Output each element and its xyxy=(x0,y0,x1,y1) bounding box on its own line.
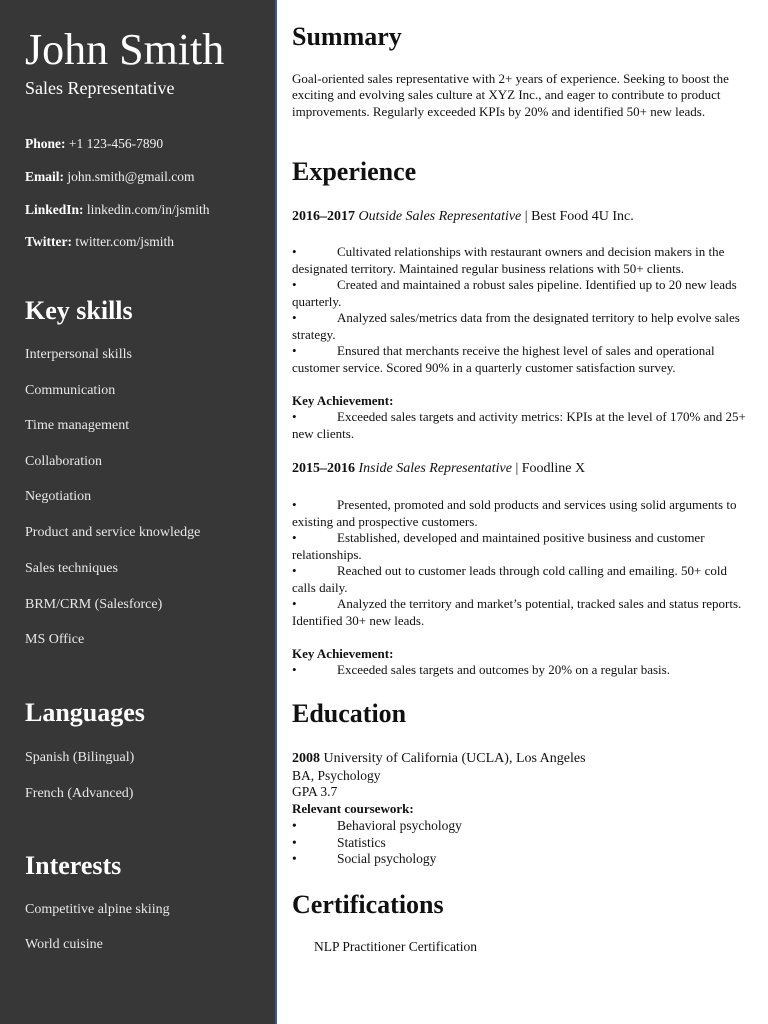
bullet-glyph: • xyxy=(292,662,297,677)
coursework-item: Social psychology xyxy=(337,851,437,866)
list-item xyxy=(292,818,462,835)
education-gpa: GPA 3.7 xyxy=(292,784,338,799)
education-school: University of California (UCLA), Los Angeles xyxy=(320,751,586,766)
education-school-line xyxy=(292,751,586,768)
education-year: 2008 xyxy=(292,751,320,766)
list-item xyxy=(292,310,752,343)
bullet-text: Ensured that merchants receive the highest level of sales and operational customer service. Scored 90% in a quarterly customer satisfaction survey. xyxy=(292,343,715,375)
skill-item: Product and service knowledge xyxy=(25,525,201,540)
skill-item: Time management xyxy=(25,418,130,433)
interest-item: World cuisine xyxy=(25,937,103,952)
skill-item: BRM/CRM (Salesforce) xyxy=(25,597,163,612)
job-years: 2015–2016 xyxy=(292,461,355,476)
bullet-text: Reached out to customer leads through cold calling and emailing. 50+ cold calls daily. xyxy=(292,563,728,595)
job-title: Inside Sales Representative xyxy=(358,461,512,476)
candidate-name: John Smith xyxy=(25,25,225,74)
certification-item: NLP Practitioner Certification xyxy=(314,939,477,954)
skill-item: Collaboration xyxy=(25,454,102,469)
contact-value: twitter.com/jsmith xyxy=(75,234,174,249)
contact-email xyxy=(25,169,195,185)
bullet-glyph: • xyxy=(292,530,297,545)
certifications-heading: Certifications xyxy=(292,890,444,919)
contact-value: linkedin.com/in/jsmith xyxy=(86,202,210,217)
contact-twitter xyxy=(25,234,174,250)
bullet-glyph: • xyxy=(292,310,297,325)
skill-item: Negotiation xyxy=(25,489,92,504)
achievement-label: Key Achievement: xyxy=(292,646,394,661)
achievement-label: Key Achievement: xyxy=(292,393,394,408)
list-item xyxy=(292,409,752,442)
bullet-glyph: • xyxy=(292,596,297,611)
list-item xyxy=(292,497,752,530)
list-item xyxy=(292,596,752,629)
contact-value: john.smith@gmail.com xyxy=(67,169,195,184)
bullet-text: Cultivated relationships with restaurant owners and decision makers in the designated territory. Maintained regular business relations with 50+ clients. xyxy=(292,244,725,276)
language-item: French (Advanced) xyxy=(25,786,134,801)
list-item xyxy=(292,835,462,852)
bullet-text: Created and maintained a robust sales pipeline. Identified up to 20 new leads quarterly. xyxy=(292,277,737,309)
language-item: Spanish (Bilingual) xyxy=(25,750,135,765)
bullet-text: Exceeded sales targets and outcomes by 20% on a regular basis. xyxy=(337,662,670,677)
bullet-text: Exceeded sales targets and activity metrics: KPIs at the level of 170% and 25+ new clients. xyxy=(292,409,746,441)
coursework-label: Relevant coursework: xyxy=(292,801,414,816)
list-item xyxy=(292,662,752,679)
candidate-role: Sales Representative xyxy=(25,78,175,98)
list-item xyxy=(292,530,752,563)
skill-item: MS Office xyxy=(25,632,85,647)
list-item xyxy=(292,851,462,868)
job-bullets xyxy=(292,244,752,376)
contact-label: Phone: xyxy=(25,136,66,151)
education-heading: Education xyxy=(292,699,407,728)
sidebar xyxy=(0,0,277,1024)
achievement-bullets xyxy=(292,662,752,679)
bullet-text: Established, developed and maintained positive business and customer relationships. xyxy=(292,530,705,562)
skill-item: Sales techniques xyxy=(25,561,118,576)
bullet-glyph: • xyxy=(292,563,297,578)
job-header xyxy=(292,209,634,225)
bullet-glyph: • xyxy=(292,834,297,850)
languages-heading: Languages xyxy=(25,698,145,727)
bullet-glyph: • xyxy=(292,409,297,424)
bullet-glyph: • xyxy=(292,244,297,259)
job-bullets xyxy=(292,497,752,629)
bullet-text: Presented, promoted and sold products and services using solid arguments to existing and prospective customers. xyxy=(292,497,737,529)
contact-linkedin xyxy=(25,202,210,218)
bullet-text: Analyzed sales/metrics data from the designated territory to help evolve sales strategy. xyxy=(292,310,740,342)
job-company: | Best Food 4U Inc. xyxy=(521,209,634,224)
summary-text: Goal-oriented sales representative with 2+ years of experience. Seeking to boost the exciting and evolving sales culture at XYZ Inc., and eager to contribute to product improvements. Regularly exceeded KPIs by 20% and identified 50+ new leads. xyxy=(292,71,729,119)
list-item xyxy=(292,563,752,596)
education-degree: BA, Psychology xyxy=(292,768,381,783)
achievement-bullets xyxy=(292,409,752,442)
bullet-glyph: • xyxy=(292,343,297,358)
contact-label: Twitter: xyxy=(25,234,72,249)
interests-heading: Interests xyxy=(25,851,122,880)
skill-item: Communication xyxy=(25,383,116,398)
skills-heading: Key skills xyxy=(25,296,133,325)
bullet-glyph: • xyxy=(292,497,297,512)
job-years: 2016–2017 xyxy=(292,209,355,224)
interest-item: Competitive alpine skiing xyxy=(25,902,170,917)
job-title: Outside Sales Representative xyxy=(358,209,522,224)
bullet-glyph: • xyxy=(292,277,297,292)
contact-label: Email: xyxy=(25,169,64,184)
coursework-list xyxy=(292,818,462,868)
job-company: | Foodline X xyxy=(511,461,586,476)
bullet-text: Analyzed the territory and market’s potential, tracked sales and status reports. Identified 30+ new leads. xyxy=(292,596,742,628)
coursework-item: Behavioral psychology xyxy=(337,818,462,833)
list-item xyxy=(292,277,752,310)
contact-value: +1 123-456-7890 xyxy=(68,136,164,151)
experience-heading: Experience xyxy=(292,157,417,186)
list-item xyxy=(292,244,752,277)
job-header xyxy=(292,461,585,477)
summary-heading: Summary xyxy=(292,22,402,51)
coursework-item: Statistics xyxy=(337,834,386,850)
bullet-glyph: • xyxy=(292,818,297,833)
contact-phone xyxy=(25,136,163,152)
bullet-glyph: • xyxy=(292,851,297,866)
skill-item: Interpersonal skills xyxy=(25,347,132,362)
list-item xyxy=(292,343,752,376)
contact-label: LinkedIn: xyxy=(25,202,84,217)
